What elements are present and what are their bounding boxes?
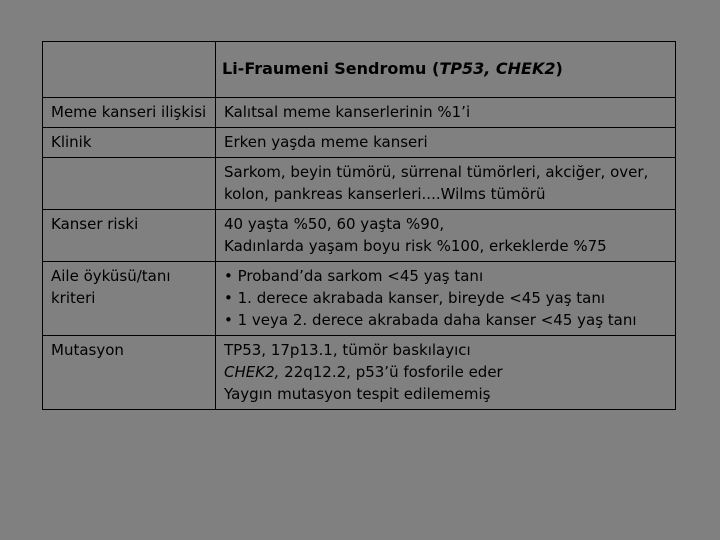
value-line: Kalıtsal meme kanserlerinin %1’i [224, 103, 471, 121]
table-row [43, 158, 676, 210]
row-label: Aile öyküsü/tanı kriteri [43, 262, 216, 336]
title-suffix: ) [555, 59, 563, 78]
value-line: Erken yaşda meme kanseri [224, 133, 428, 151]
table-row [43, 262, 676, 336]
row-value [216, 336, 676, 410]
value-line: • 1. derece akrabada kanser, bireyde <45 yaş tanı [224, 289, 606, 307]
table-header-row [43, 42, 676, 98]
gene-name: CHEK2, [224, 363, 280, 381]
value-line: Yaygın mutasyon tespit edilememiş [224, 385, 491, 403]
header-empty-cell [43, 42, 216, 98]
value-line: • 1 veya 2. derece akrabada daha kanser <45 yaş tanı [224, 311, 637, 329]
row-label: Klinik [43, 128, 216, 158]
row-value [216, 98, 676, 128]
table-title [216, 42, 676, 98]
value-line [224, 361, 669, 383]
row-label: Kanser riski [43, 210, 216, 262]
row-value [216, 210, 676, 262]
row-value [216, 158, 676, 210]
table-row [43, 98, 676, 128]
value-line: 40 yaşta %50, 60 yaşta %90, [224, 215, 445, 233]
title-genes: TP53, CHEK2 [439, 59, 556, 78]
li-fraumeni-table [42, 41, 676, 410]
table-row [43, 336, 676, 410]
table-row [43, 128, 676, 158]
row-label: Meme kanseri ilişkisi [43, 98, 216, 128]
row-label [43, 158, 216, 210]
value-line: Sarkom, beyin tümörü, sürrenal tümörleri, akciğer, over, kolon, pankreas kanserleri....Wilms tümörü [224, 163, 649, 203]
value-line: Kadınlarda yaşam boyu risk %100, erkeklerde %75 [224, 237, 607, 255]
gene-detail: 22q12.2, p53’ü fosforile eder [279, 363, 503, 381]
value-line: TP53, 17p13.1, tümör baskılayıcı [224, 341, 471, 359]
row-value [216, 128, 676, 158]
table-row [43, 210, 676, 262]
row-value [216, 262, 676, 336]
value-line: • Proband’da sarkom <45 yaş tanı [224, 267, 484, 285]
title-prefix: Li-Fraumeni Sendromu ( [222, 59, 440, 78]
row-label: Mutasyon [43, 336, 216, 410]
